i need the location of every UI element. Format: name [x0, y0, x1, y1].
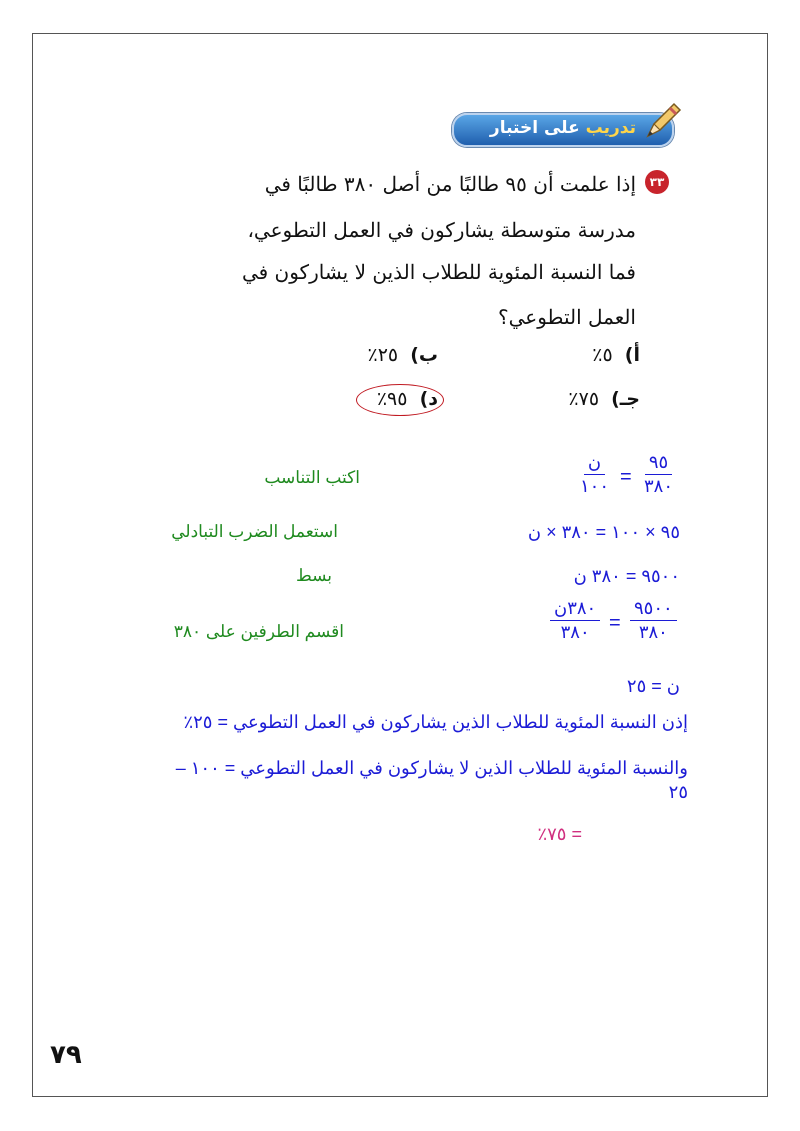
note-divide-both-sides: اقسم الطرفين على ٣٨٠ [173, 622, 344, 641]
fraction-numerator: ٩٥٠٠ [630, 598, 677, 621]
option-b-letter: ب) [410, 344, 438, 366]
option-c-value: ٧٥٪ [568, 388, 600, 410]
equals-sign: = [620, 466, 632, 488]
non-participating-percentage-line: والنسبة المئوية للطلاب الذين لا يشاركون في العمل التطوعي = ١٠٠ – [175, 758, 688, 778]
fraction-380n-380 [550, 598, 600, 643]
fraction-denominator: ١٠٠ [580, 476, 610, 496]
badge-title [490, 118, 636, 138]
fraction-numerator: ٣٨٠ن [550, 598, 600, 621]
simplify-equation: ٩٥٠٠ = ٣٨٠ ن [573, 566, 680, 586]
option-b[interactable] [367, 344, 438, 366]
pencil-icon [640, 98, 684, 142]
equals-sign: = [609, 612, 621, 634]
question-line-2: مدرسة متوسطة يشاركون في العمل التطوعي، [247, 218, 636, 242]
fraction-denominator: ٣٨٠ [638, 622, 668, 642]
cross-multiply-equation: ٩٥ × ١٠٠ = ٣٨٠ × ن [527, 522, 680, 542]
result-n-equals: ن = ٢٥ [626, 676, 680, 696]
fraction-9500-380 [630, 598, 677, 643]
fraction-numerator: ٩٥ [645, 452, 672, 475]
badge-title-rest: على اختبار [489, 118, 586, 138]
non-participating-percentage-line-cont: ٢٥ [668, 782, 688, 802]
option-d-value: ٩٥٪ [376, 388, 408, 410]
fraction-n-100 [576, 452, 613, 497]
option-d-letter: د) [419, 388, 438, 410]
selected-answer-circle [356, 384, 444, 416]
option-b-value: ٢٥٪ [367, 344, 399, 366]
fraction-denominator: ٣٨٠ [560, 622, 590, 642]
note-write-proportion: اكتب التناسب [264, 468, 360, 487]
option-a-value: ٥٪ [592, 344, 613, 366]
fraction-numerator: ن [584, 452, 605, 475]
question-number-badge: ٣٣ [645, 170, 669, 194]
option-c[interactable] [568, 388, 640, 410]
question-line-4: العمل التطوعي؟ [497, 305, 636, 329]
participating-percentage-line: إذن النسبة المئوية للطلاب الذين يشاركون في العمل التطوعي = ٢٥٪ [183, 712, 688, 732]
note-simplify: بسط [295, 566, 332, 585]
page-number: ٧٩ [50, 1040, 82, 1070]
option-a-letter: أ) [624, 344, 640, 366]
final-answer: = ٧٥٪ [537, 824, 582, 844]
badge-title-accent: تدريب [585, 118, 636, 138]
question-line-1: إذا علمت أن ٩٥ طالبًا من أصل ٣٨٠ طالبًا في [264, 172, 636, 196]
fraction-denominator: ٣٨٠ [644, 476, 674, 496]
option-a[interactable] [592, 344, 640, 366]
option-c-letter: جـ) [611, 388, 640, 410]
fraction-95-380 [640, 452, 677, 497]
note-cross-multiply: استعمل الضرب التبادلي [171, 522, 338, 541]
question-line-3: فما النسبة المئوية للطلاب الذين لا يشاركون في [241, 260, 636, 284]
